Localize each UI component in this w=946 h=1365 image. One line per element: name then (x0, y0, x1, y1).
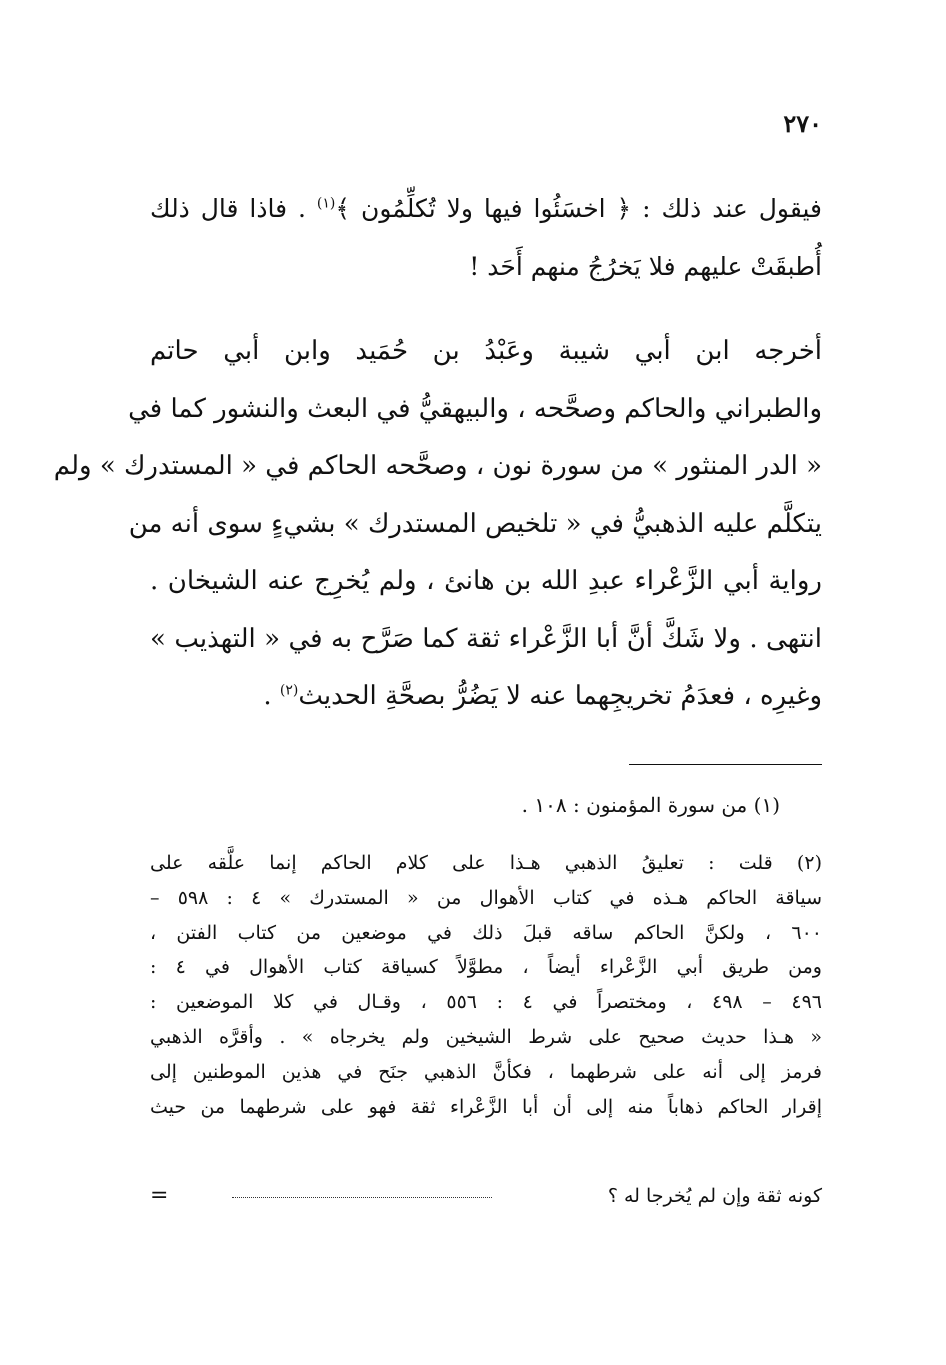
footnote-1: (١) من سورة المؤمنون : ١٠٨ . (521, 793, 780, 817)
footnote-2-line-2: سياقة الحاكم هـذه في كتاب الأهوال من « المستدرك » ٤ : ٥٩٨ – (150, 886, 822, 909)
main-line-6: انتهى . ولا شَكَّ أنَّ أبا الزَّعْراء ثقة كما صَرَّح به في « التهذيب » (150, 623, 822, 654)
footnote-2-line-3: ٦٠٠ ، ولكنَّ الحاكم ساقه قبلَ ذلك في موضعين من كتاب الفتن ، (150, 921, 822, 944)
footnote-ref-1[interactable]: (١) (316, 195, 336, 212)
main-line-1: أخرجه ابن أبي شيبة وعَبْدُ بن حُمَيد وابن أبي حاتم (150, 336, 822, 366)
footnote-ref-2[interactable]: (٢) (279, 682, 299, 699)
quote-line-1-text: فيقول عند ذلك : ﴿ اخسَئُوا فيها ولا تُكلِّمُون ﴾ (335, 194, 822, 223)
continuation-mark: = (150, 1183, 169, 1208)
quote-line-2: أُطبقَتْ عليهم فلا يَخرُجُ منهم أَحَد ! (469, 252, 822, 281)
footnote-2-line-4: ومن طريق أبي الزَّعْراء أيضاً ، مطوَّلاً كسياقة كتاب الأهوال في ٤ : (150, 956, 822, 979)
continuation-dotted-line (232, 1197, 492, 1198)
footnote-2-line-9: كونه ثقة وإن لم يُخرجا له ؟ (607, 1185, 822, 1207)
main-paragraph (53, 323, 822, 726)
footnote-2-line-6: « هـذا حديث صحيح على شرط الشيخين ولم يخرجاه » . وأقرَّه الذهبي (150, 1025, 822, 1048)
footnote-2-last-row (150, 1181, 822, 1211)
book-page (53, 0, 822, 1365)
footnote-2-line-5: ٤٩٦ – ٤٩٨ ، ومختصراً في ٤ : ٥٥٦ ، وقـال في كلا الموضعين : (150, 991, 822, 1014)
main-line-7-text: وغيرِه ، فعدَمُ تخريجِهما عنه لا يَضُرُّ بصحَّةِ الحديث (298, 681, 822, 711)
footnote-2 (150, 846, 822, 1124)
main-line-4: يتكلَّم عليه الذهبيُّ في « تلخيص المستدرك » بشيءٍ سوى أنه من (128, 508, 822, 539)
footnote-2-line-8: إقرار الحاكم ذهاباً منه إلى أن أبا الزَّعْراء ثقة فهو على شرطهما من حيث (150, 1095, 822, 1118)
quote-line-1-tail: . فاذا قال ذلك (150, 194, 317, 223)
main-line-2: والطبراني والحاكم وصحَّحه ، والبيهقيُّ في البعث والنشور كما في (128, 393, 822, 424)
main-line-3: « الدر المنثور » من سورة نون ، وصحَّحه الحاكم في « المستدرك » ولم (53, 451, 822, 481)
quote-line-1 (150, 180, 822, 238)
page-number: ٢٧٠ (783, 109, 822, 138)
footnote-separator (629, 764, 822, 765)
main-line-5: رواية أبي الزَّعْراء عبدِ الله بن هانئ ، ولم يُخرِج عنه الشيخان . (150, 566, 822, 596)
quote-paragraph (150, 180, 822, 296)
main-line-7-tail: . (263, 681, 280, 711)
main-line-7 (150, 668, 822, 726)
footnote-2-line-7: فرمز إلى أنه على شرطهما ، فكأنَّ الذهبي جنَح في هذين الموطنين إلى (150, 1060, 822, 1083)
footnote-2-line-1: (٢) قلت : تعليقُ الذهبي هـذا على كلام الحاكم إنما علَّقه على (150, 852, 822, 874)
